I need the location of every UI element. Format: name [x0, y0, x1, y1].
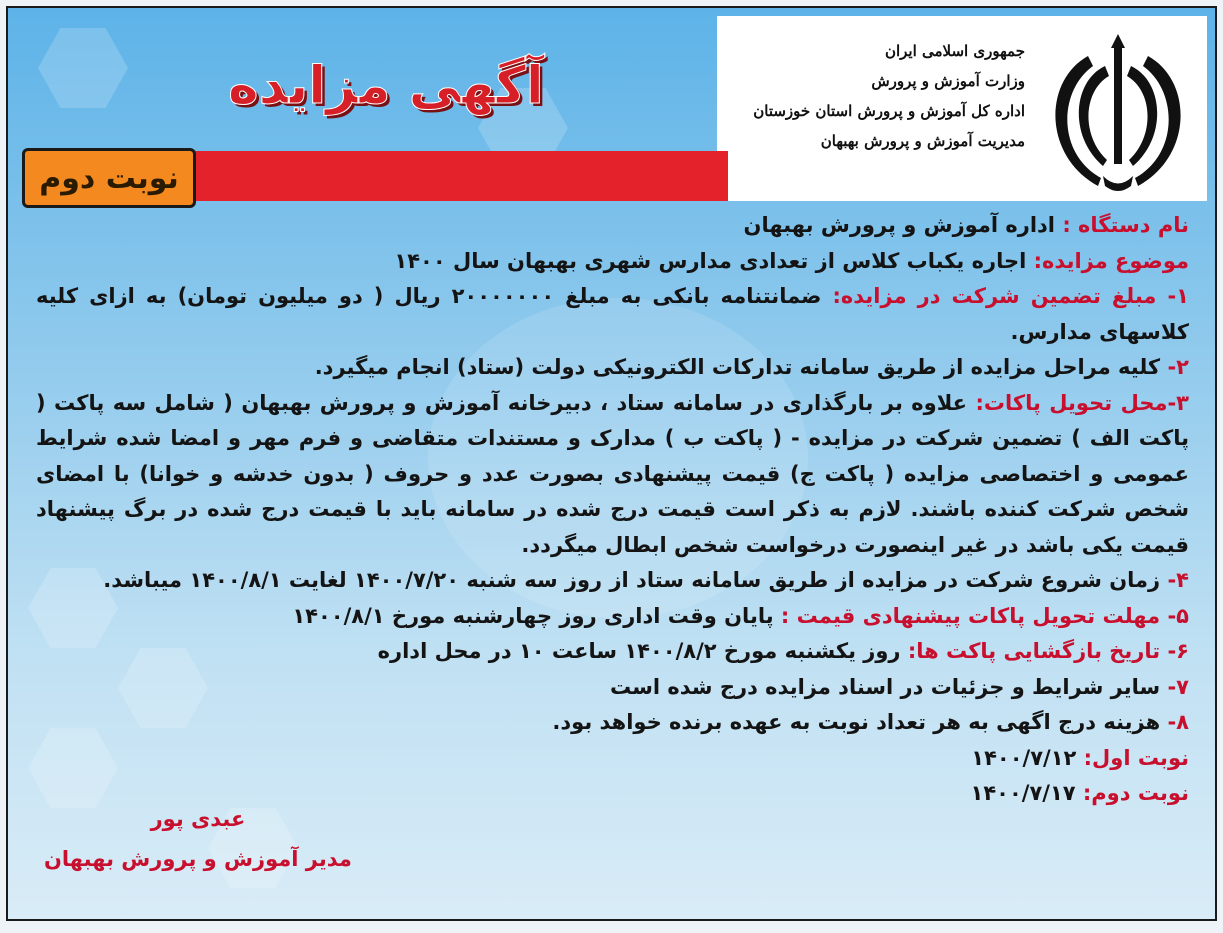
device-line	[36, 208, 1189, 244]
item-4	[36, 563, 1189, 599]
item-1-label: ۱- مبلغ تضمین شرکت در مزایده:	[832, 284, 1189, 308]
title-bar	[173, 151, 728, 201]
second-round-date: ۱۴۰۰/۷/۱۷	[970, 781, 1083, 805]
first-round-line	[36, 741, 1189, 777]
item-8-value: هزینه درج اگهی به هر تعداد نوبت به عهده برنده خواهد بود.	[552, 710, 1168, 734]
item-3-value: علاوه بر بارگذاری در سامانه ستاد ، دبیرخانه آموزش و پرورش بهبهان ( شامل سه پاکت ( پاکت الف ) تضمین شرکت در مزایده - ( پاکت ب ) مدارک و مستندات متقاضی و فرم مهر و امضا شده شرایط عمومی و اختصاصی مزایده ( پاکت ج) قیمت پیشنهادی بصورت عدد و حروف ( بدون خدشه و خوانا) با امضای شخص شرکت کننده باشند. لازم به ذکر است قیمت درج شده در سامانه باید با قیمت درج شده در برگ پیشنهاد قیمت یکی باشد در غیر اینصورت درخواست شخص ابطال میگردد.	[36, 390, 1189, 557]
org-line-city: مدیریت آموزش و پرورش بهبهان	[820, 132, 1025, 150]
signatory-role: مدیر آموزش و پرورش بهبهان	[44, 847, 352, 871]
notice-body	[36, 208, 1189, 812]
item-5-value: پایان وقت اداری روز چهارشنبه مورخ ۱۴۰۰/۸/۱	[292, 603, 781, 628]
iran-emblem-icon	[1043, 26, 1193, 196]
round-badge: نوبت دوم	[22, 148, 196, 208]
hex-decoration	[38, 28, 128, 108]
notice-page	[6, 6, 1217, 921]
signature-block	[44, 799, 352, 879]
item-7-num: ۷-	[1167, 674, 1189, 699]
first-round-label: نوبت اول:	[1083, 745, 1189, 770]
subject-label: موضوع مزایده:	[1033, 248, 1189, 273]
item-6	[36, 634, 1189, 670]
item-1-value: ضمانتنامه بانکی به مبلغ ۲۰۰۰۰۰۰۰ ریال ( دو میلیون تومان) به ازای کلیه کلاسهای مدارس.	[36, 284, 1189, 344]
item-8	[36, 705, 1189, 741]
item-2	[36, 350, 1189, 386]
item-8-num: ۸-	[1167, 710, 1189, 734]
second-round-label: نوبت دوم:	[1082, 781, 1189, 805]
item-5	[36, 599, 1189, 635]
org-line-province: اداره کل آموزش و پرورش استان خوزستان	[753, 102, 1025, 120]
subject-line	[36, 244, 1189, 280]
item-1	[36, 279, 1189, 350]
device-label: نام دستگاه :	[1062, 213, 1189, 237]
item-6-label: ۶- تاریخ بازگشایی پاکت ها:	[907, 639, 1189, 663]
item-7	[36, 670, 1189, 706]
org-header	[753, 36, 1025, 156]
device-value: اداره آموزش و پرورش بهبهان	[743, 213, 1063, 237]
item-2-num: ۲-	[1167, 355, 1189, 379]
item-6-value: روز یکشنبه مورخ ۱۴۰۰/۸/۲ ساعت ۱۰ در محل اداره	[377, 639, 908, 663]
item-3	[36, 386, 1189, 564]
item-3-label: ۳-محل تحویل پاکات:	[975, 390, 1189, 415]
item-7-value: سایر شرایط و جزئیات در اسناد مزایده درج شده است	[609, 674, 1168, 699]
org-line-country: جمهوری اسلامی ایران	[884, 42, 1025, 60]
item-2-value: کلیه مراحل مزایده از طریق سامانه تدارکات الکترونیکی دولت (ستاد) انجام میگیرد.	[314, 355, 1168, 379]
item-5-label: ۵- مهلت تحویل پاکات پیشنهادی قیمت :	[780, 603, 1189, 628]
signatory-name: عبدی پور	[150, 807, 246, 831]
item-4-value: زمان شروع شرکت در مزایده از طریق سامانه ستاد از روز سه شنبه ۱۴۰۰/۷/۲۰ لغایت ۱۴۰۰/۸/۱ میباشد.	[103, 568, 1168, 592]
item-4-num: ۴-	[1167, 568, 1189, 592]
first-round-date: ۱۴۰۰/۷/۱۲	[971, 745, 1084, 770]
org-line-ministry: وزارت آموزش و پرورش	[871, 72, 1025, 90]
subject-value: اجاره یکباب کلاس از تعدادی مدارس شهری بهبهان سال ۱۴۰۰	[394, 248, 1034, 273]
notice-title: آگهی مزایده	[228, 56, 544, 116]
